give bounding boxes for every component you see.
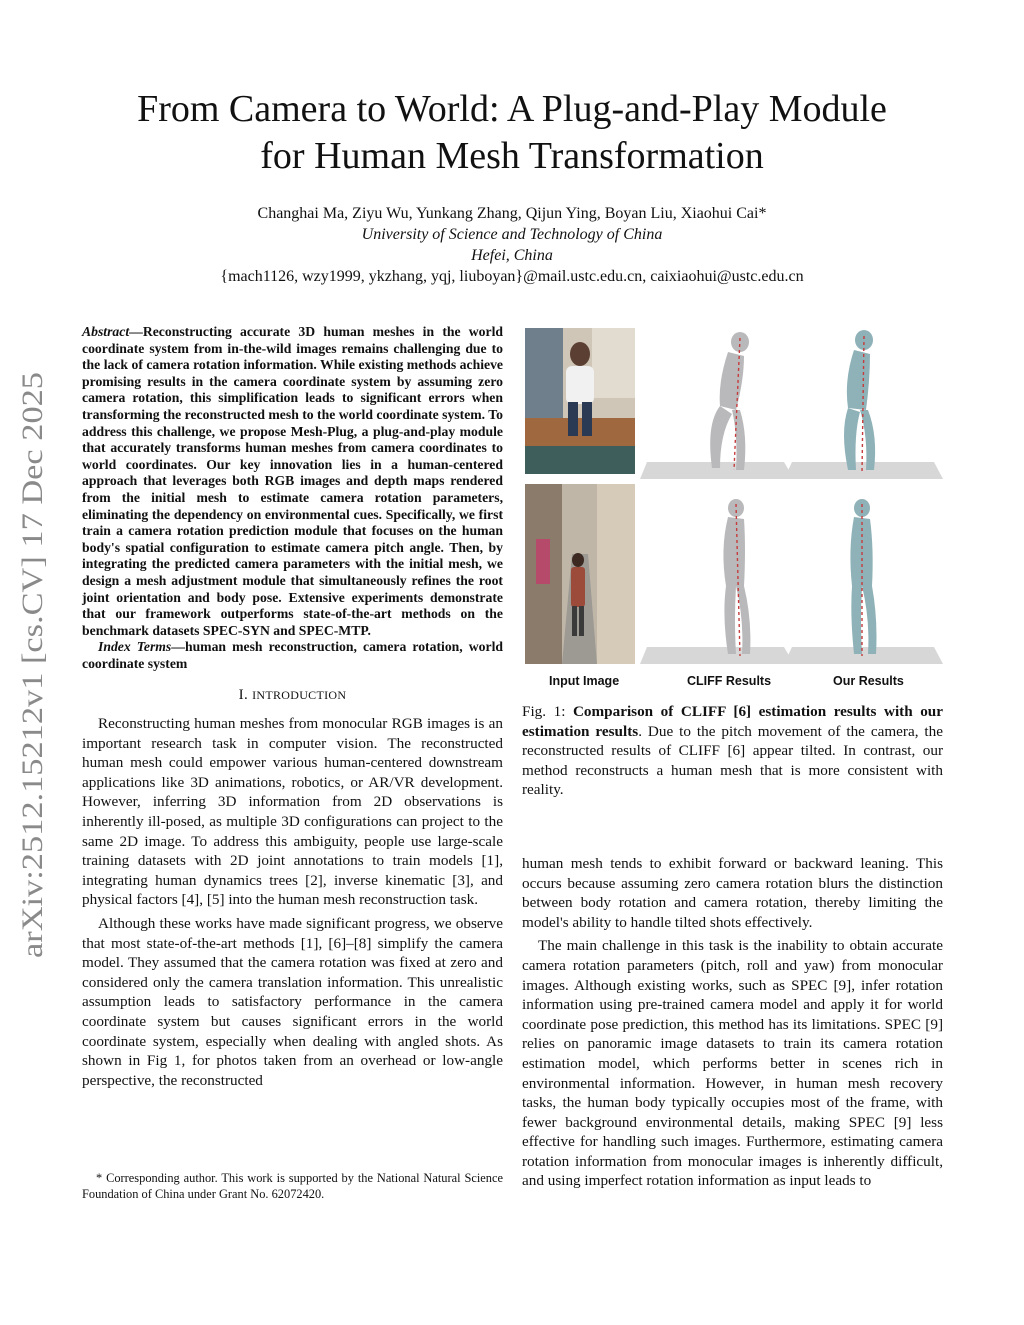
title-line-2: for Human Mesh Transformation — [260, 135, 764, 177]
figure-label-input: Input Image — [549, 674, 620, 688]
index-terms — [82, 639, 503, 672]
left-column — [82, 324, 503, 1090]
our-mesh-bottom — [850, 499, 876, 654]
figure-label-cliff: CLIFF Results — [687, 674, 772, 688]
caption-bold: Comparison of CLIFF [6] estimation results with our estimation results — [522, 703, 943, 740]
intro-paragraph-2: Although these works have made significant progress, we observe that most state-of-the-art methods [1], [6]–[8] simplify the camera model. They assumed that the camera rotation was fixed at zero and considered only the camera translation information. This unrealistic assumption leads to satisfactory performance in the camera coordinate system but causes significant errors in the world coordinate system, especially when dealing with angled shots. As shown in Fig 1, for photos taken from an overhead or low-angle perspective, the reconstructed — [82, 915, 503, 1089]
abstract-text: —Reconstructing accurate 3D human meshes in the world coordinate system from in-the-wild images remains challenging due to the lack of camera rotation information. While existing methods achieve promising results in the camera coordinate system by assuming zero camera rotation, this simplification leads to significant errors when transforming the reconstructed mesh to the world coordinate system. To address this challenge, we propose Mesh-Plug, a plug-and-play module that accurately transforms human meshes from camera coordinates to world coordinates. Our key innovation lies in a human-centered approach that leverages both RGB images and depth maps rendered from the initial mesh to estimate camera rotation parameters, eliminating the dependency on environmental cues. Specifically, we first train a camera rotation prediction module that focuses on the human body's spatial configuration to estimate camera pitch angle. Then, by integrating the predicted camera parameters with the initial mesh, we design a mesh adjustment module that simultaneously refines the root joint orientation and body pose. Extensive experiments demonstrate that our framework outperforms state-of-the-art methods on the benchmark datasets SPEC-SYN and SPEC-MTP. — [82, 324, 503, 638]
affiliation: University of Science and Technology of China — [361, 226, 663, 243]
floor-ours-top — [784, 462, 943, 479]
section-heading — [82, 686, 503, 706]
floor-ours-bottom — [784, 647, 943, 664]
section-number: I. — [238, 687, 249, 704]
figure-caption — [522, 702, 943, 800]
author-list: Changhai Ma, Ziyu Wu, Yunkang Zhang, Qijun Ying, Boyan Liu, Xiaohui Cai* — [257, 205, 767, 222]
input-photo-bottom — [525, 484, 635, 664]
right-paragraph-2: The main challenge in this task is the inability to obtain accurate camera rotation parameters (pitch, roll and yaw) from monocular images. Although existing works, such as SPEC [9], infer rotation information using pre-trained camera model and apply it for world coordinate pose prediction, this method has its limitations. SPEC [9] relies on panoramic image datasets to train its camera rotation estimation model, which performs better in scenes rich in environmental information. However, in human mesh recovery tasks, the human body typically occupies most of the frame, with fewer background environmental details, making SPEC [9] less effective for handling such images. Furthermore, estimating camera rotation information from monocular images is inherently difficult, and using imperfect rotation information as input leads to — [522, 937, 943, 1190]
cliff-mesh-top — [710, 332, 749, 470]
title-line-1: From Camera to World: A Plug-and-Play Module — [137, 88, 887, 130]
footnote: * Corresponding author. This work is supported by the National Natural Science Foundation of China under Grant No. 62072420. — [82, 1171, 503, 1201]
figure-illustration — [522, 324, 943, 669]
index-terms-label: Index Terms — [98, 639, 172, 655]
abstract-label: Abstract — [82, 324, 130, 339]
right-column — [522, 324, 943, 1191]
paper-title — [60, 86, 964, 180]
caption-rest: . Due to the pitch movement of the camera, the reconstructed results of CLIFF [6] appear tilted. In contrast, our method reconstructs a human mesh that is more consistent with reality. — [522, 722, 943, 799]
arxiv-id: arXiv:2512.15212v1 [cs.CV] 17 Dec 2025 — [16, 446, 49, 958]
caption-prefix: Fig. 1: — [522, 703, 573, 720]
section-title: INTRODUCTION — [252, 688, 347, 703]
right-paragraph-1: human mesh tends to exhibit forward or backward leaning. This occurs because assuming zero camera rotation blurs the distinction between body rotation and camera rotation, thereby limiting the model's ability to handle tilted shots effectively. — [522, 854, 943, 931]
figure-label-ours: Our Results — [833, 674, 904, 688]
location: Hefei, China — [471, 247, 553, 264]
author-emails: {mach1126, wzy1999, ykzhang, yqj, liuboyan}@mail.ustc.edu.cn, caixiaohui@ustc.edu.cn — [220, 268, 804, 285]
figure-1 — [522, 324, 943, 692]
abstract — [82, 324, 503, 639]
index-terms-text: —human mesh reconstruction, camera rotation, world coordinate system — [82, 639, 503, 671]
floor-cliff-bottom — [640, 647, 794, 664]
our-mesh-top — [844, 330, 875, 470]
author-block — [60, 203, 964, 287]
input-photo-top — [525, 328, 635, 474]
intro-paragraph-1: Reconstructing human meshes from monocular RGB images is an important research task in computer vision. The reconstructed human mesh could empower various human-centered downstream applications like 3D animations, robotics, or AR/VR development. However, inferring 3D information from 2D observations is inherently ill-posed, as multiple 3D configurations can project to the same 2D image. To address this ambiguity, people use large-scale training datasets with 2D joint annotations to train models [1], integrating human dynamics trees [2], inverse kinematic [3], and physical factors [4], [5] into the human mesh reconstruction task. — [82, 715, 503, 909]
arxiv-stamp — [10, 370, 50, 960]
